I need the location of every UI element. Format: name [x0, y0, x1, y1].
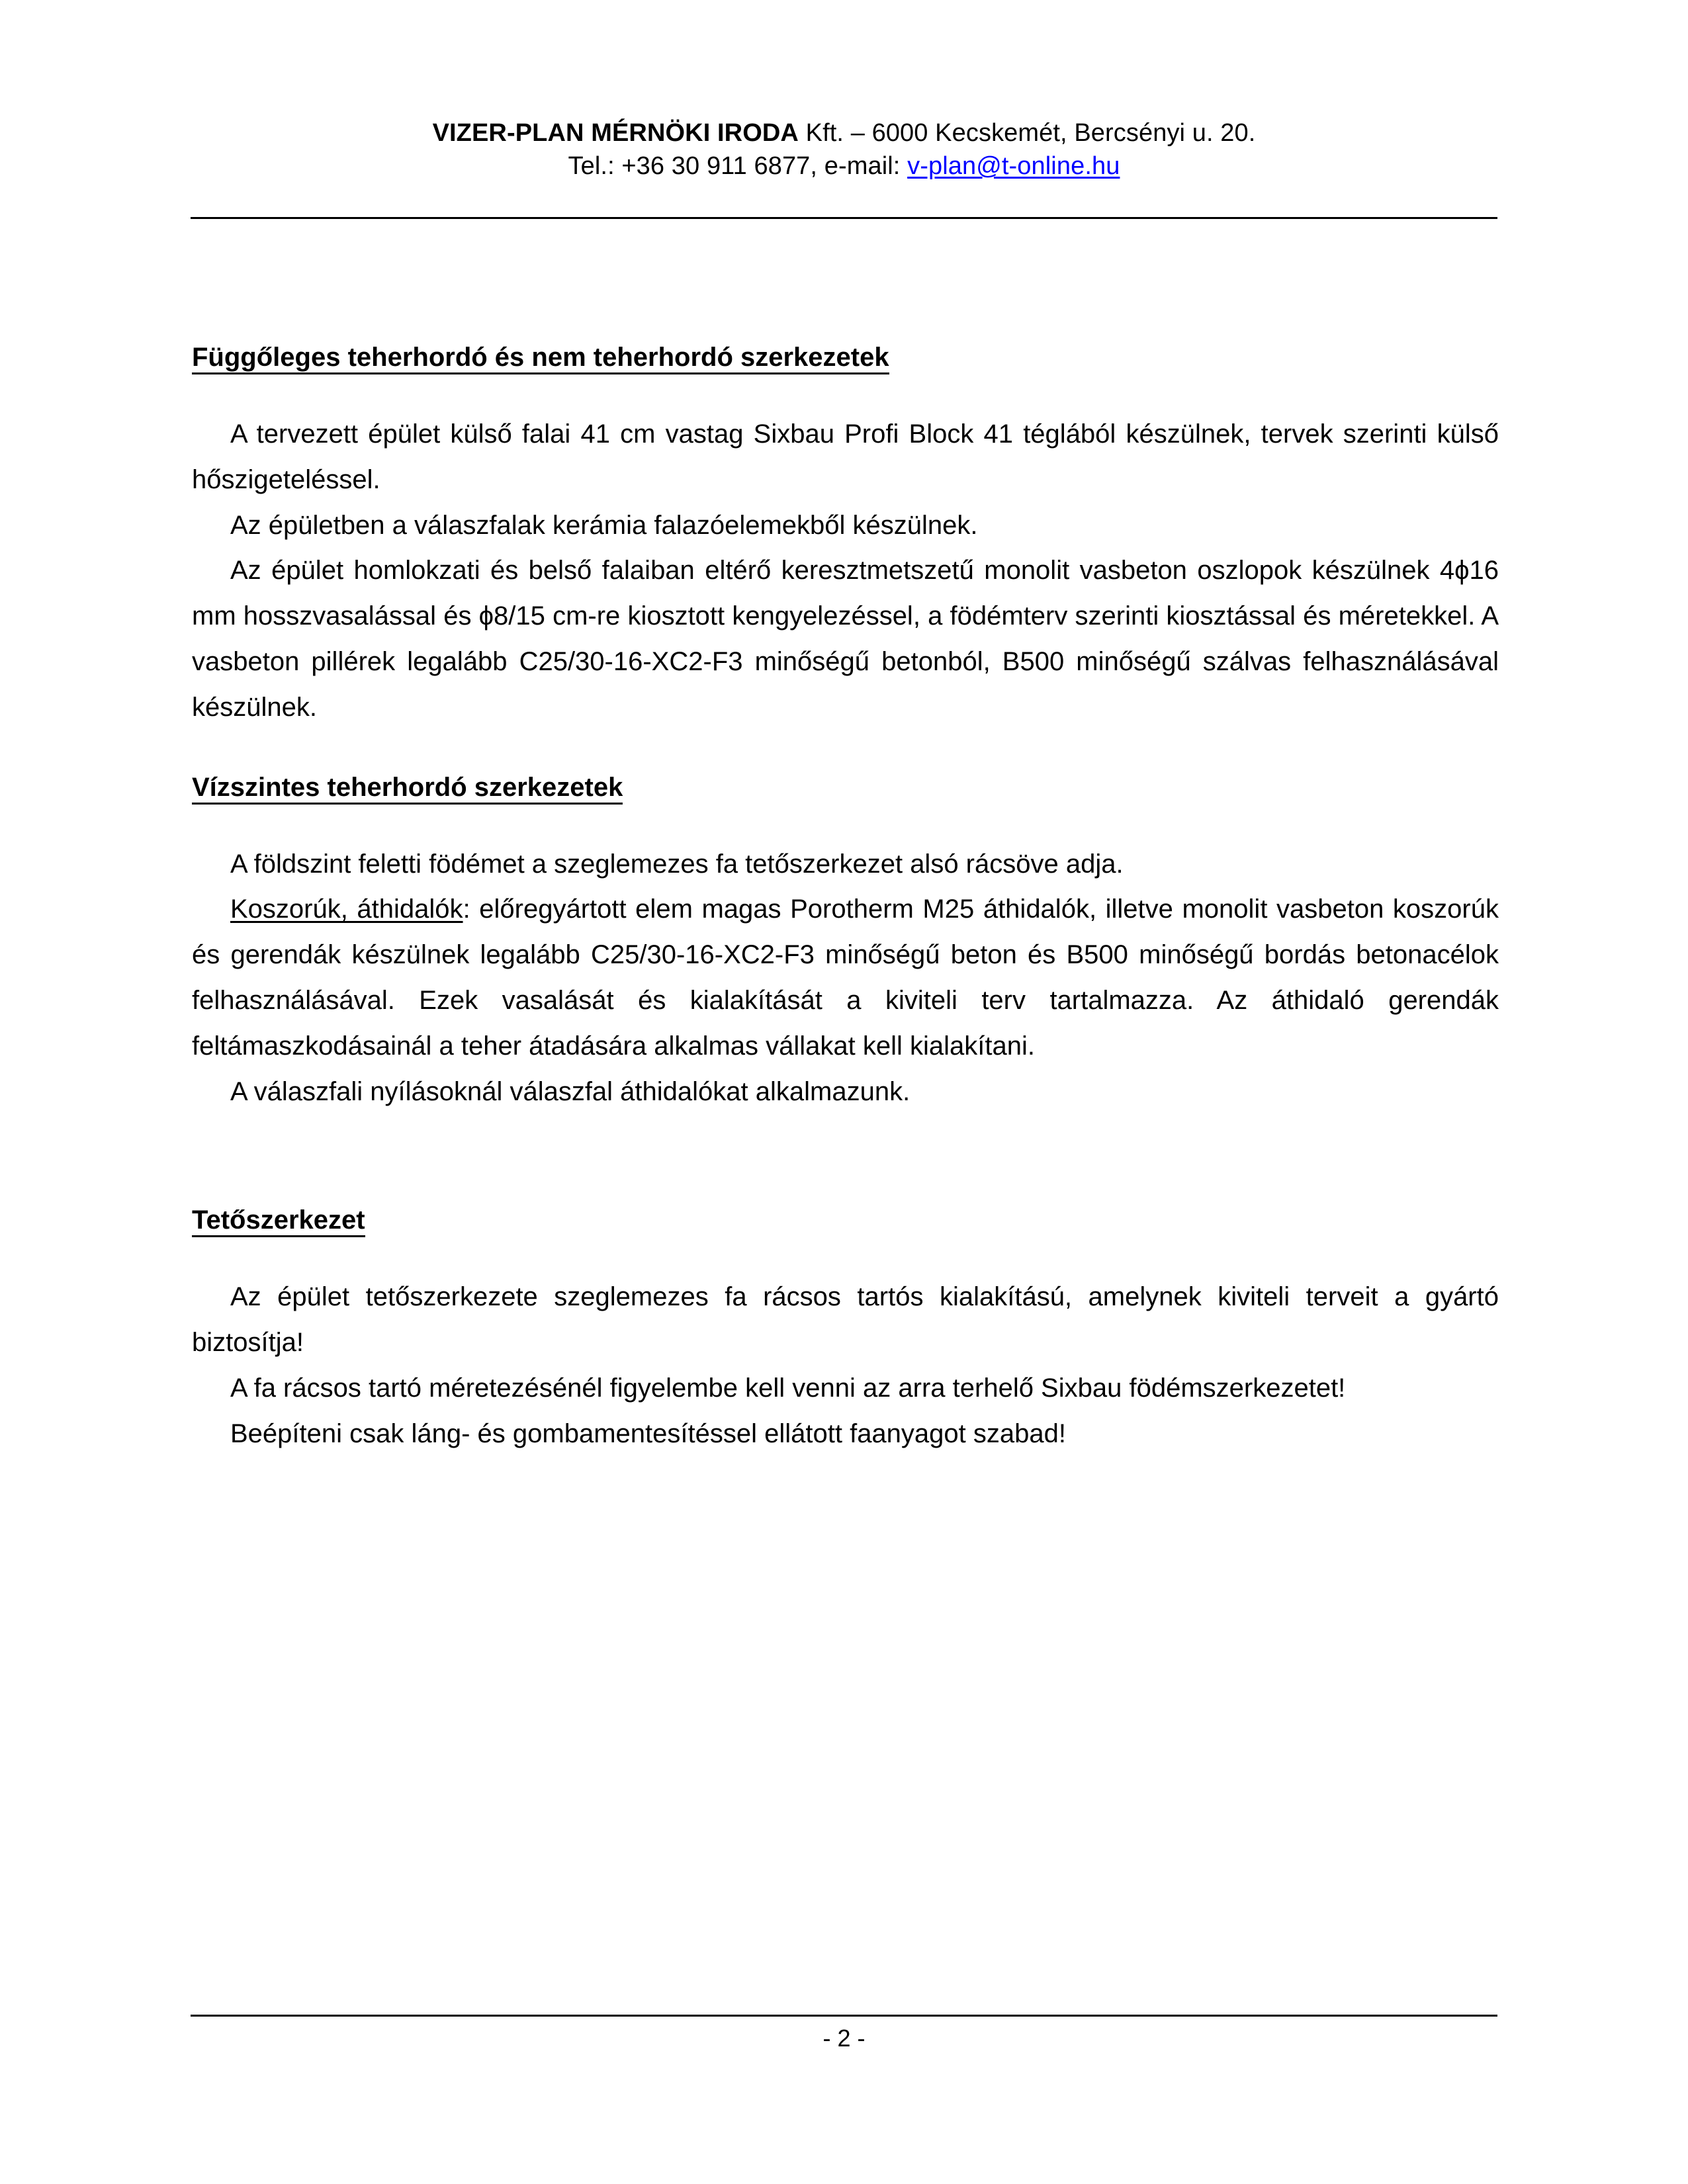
- spacer: [192, 805, 1499, 842]
- section-heading-text: Függőleges teherhordó és nem teherhordó szerkezetek: [192, 344, 889, 374]
- company-name: VIZER-PLAN MÉRNÖKI IRODA: [432, 119, 799, 147]
- spacer: [192, 1114, 1499, 1207]
- paragraph-exterior-walls: A tervezett épület külső falai 41 cm vastag Sixbau Profi Block 41 téglából készülnek, tervek szerinti külső hőszigeteléssel.: [192, 419, 1499, 494]
- paragraph-ring-beams-lintels: [192, 887, 1499, 1069]
- paragraph-partition-walls: Az épületben a válaszfalak kerámia falazóelemekből készülnek.: [230, 510, 978, 540]
- page-number: - 2 -: [822, 2025, 866, 2052]
- contact-prefix: Tel.: +36 30 911 6877, e-mail:: [568, 152, 908, 181]
- paragraph-ground-floor-slab: A földszint feletti födémet a szeglemezes fa tetőszerkezet alsó rácsöve adja.: [230, 849, 1124, 879]
- company-address: Kft. – 6000 Kecskemét, Bercsényi u. 20.: [798, 119, 1256, 147]
- spacer: [192, 374, 1499, 412]
- section-heading-roof-structure: [192, 1207, 1499, 1237]
- header-divider: [191, 217, 1497, 219]
- paragraph-partition-lintels: A válaszfali nyílásoknál válaszfal áthidalókat alkalmazunk.: [230, 1076, 911, 1106]
- paragraph-timber-treatment: Beépíteni csak láng- és gombamentesítéssel ellátott faanyagot szabad!: [230, 1419, 1066, 1448]
- paragraph-columns: Az épület homlokzati és belső falaiban eltérő keresztmetszetű monolit vasbeton oszlopok készülnek 4ϕ16 mm hosszvasalással és ϕ8/15 cm-re kiosztott kengyelezéssel, a födémterv szerinti kiosztással és méretekkel. A vasbeton pillérek legalább C25/30-16-XC2-F3 minőségű betonból, B500 minőségű szálvas felhasználásával készülnek.: [192, 556, 1499, 722]
- section-heading-text: Vízszintes teherhordó szerkezetek: [192, 774, 623, 805]
- page-header: [191, 116, 1497, 183]
- ring-beams-lead-underlined: Koszorúk, áthidalók: [230, 895, 463, 924]
- ring-beams-rest: : előregyártott elem magas Porotherm M25 áthidalók, illetve monolit vasbeton koszorúk és gerendák készülnek legalább C25/30-16-XC2-F3 minőségű beton és B500 minőségű bordás betonacélok felhasználásával. Ezek vasalását és kialakítását a kiviteli terv tartalmazza. Az áthidaló gerendák feltámaszkodásainál a teher átadására alkalmas vállakat kell kialakítani.: [192, 895, 1499, 1061]
- section-heading-vertical-structures: [192, 344, 1499, 374]
- email-link[interactable]: v-plan@t-online.hu: [907, 152, 1120, 181]
- section-heading-horizontal-structures: [192, 774, 1499, 805]
- section-heading-text: Tetőszerkezet: [192, 1207, 365, 1237]
- paragraph-truss-sizing: A fa rácsos tartó méretezésénél figyelembe kell venni az arra terhelő Sixbau födémszerkezetet!: [230, 1373, 1346, 1403]
- spacer: [192, 1237, 1499, 1274]
- spacer: [192, 730, 1499, 774]
- footer-divider: [191, 2015, 1497, 2017]
- paragraph-roof-truss: Az épület tetőszerkezete szeglemezes fa rácsos tartós kialakítású, amelynek kiviteli terveit a gyártó biztosítja!: [192, 1282, 1499, 1358]
- header-company-line: [191, 116, 1497, 150]
- header-contact-line: [191, 150, 1497, 183]
- document-body: [192, 344, 1499, 1457]
